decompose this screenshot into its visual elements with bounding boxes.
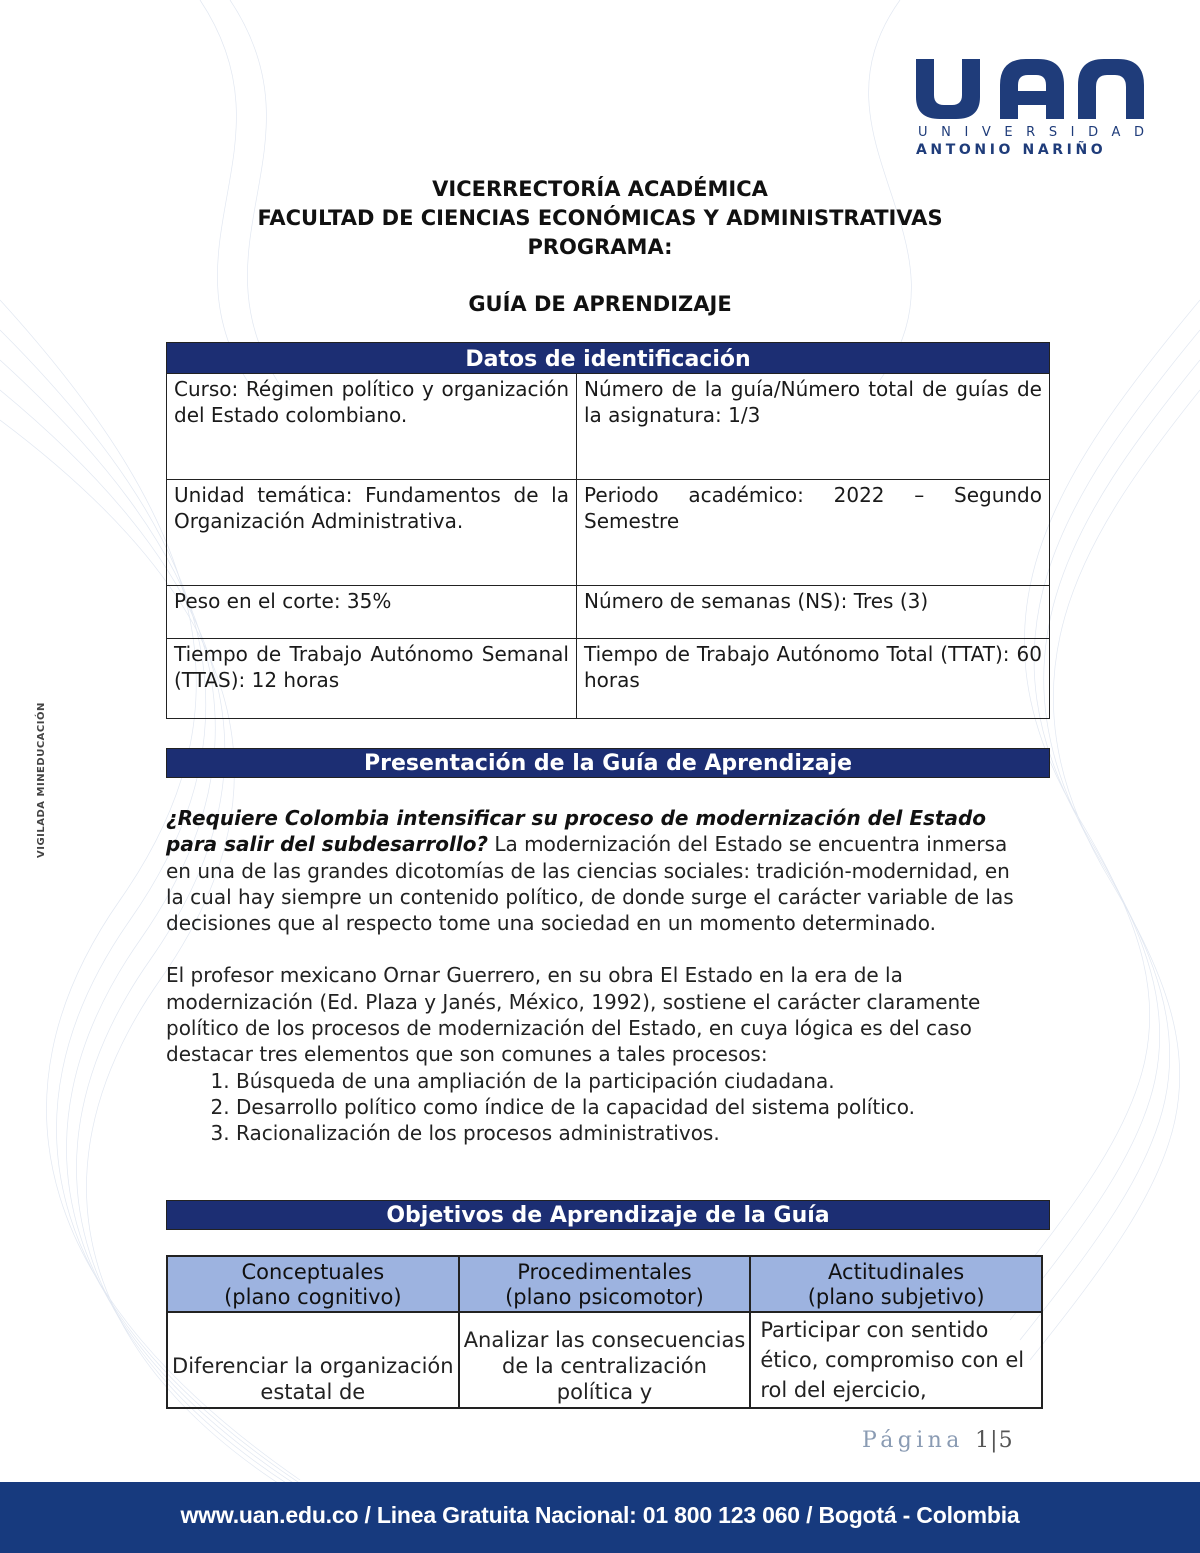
footer-bar — [0, 1482, 1200, 1553]
vigilada-label: VIGILADA MINEDUCACIÓN — [36, 702, 47, 858]
cell-semanas: Número de semanas (NS): Tres (3) — [577, 586, 1050, 639]
objectives-title: Objetivos de Aprendizaje de la Guía — [166, 1200, 1050, 1230]
cell-unidad-tematica: Unidad temática: Fundamentos de la Organización Administrativa. — [167, 480, 577, 586]
header-procedimentales-sub: (plano psicomotor) — [505, 1285, 704, 1309]
page-current: 1 — [975, 1428, 991, 1453]
header-procedimentales-name: Procedimentales — [517, 1260, 692, 1284]
cell-peso: Peso en el corte: 35% — [167, 586, 577, 639]
page-number — [862, 1428, 1014, 1453]
footer-text: www.uan.edu.co / Linea Gratuita Nacional: 01 800 123 060 / Bogotá - Colombia — [180, 1502, 1020, 1528]
identification-title: Datos de identificación — [167, 343, 1050, 374]
page-label: Página — [862, 1428, 964, 1453]
header-actitudinales-name: Actitudinales — [828, 1260, 965, 1284]
presentation-paragraph-1 — [166, 805, 1026, 936]
objectives-table — [166, 1255, 1043, 1409]
heading-vicerrectoria: VICERRECTORÍA ACADÉMICA — [432, 177, 768, 201]
cell-actitudinal: Participar con sentido ético, compromiso con el rol del ejercicio, — [750, 1312, 1042, 1408]
cell-periodo: Periodo académico: 2022 – Segundo Semestre — [577, 480, 1050, 586]
heading-facultad: FACULTAD DE CIENCIAS ECONÓMICAS Y ADMINISTRATIVAS — [257, 206, 943, 230]
heading-programa: PROGRAMA: — [527, 235, 673, 259]
list-item: 1. Búsqueda de una ampliación de la participación ciudadana. — [236, 1068, 1026, 1094]
presentation-body — [166, 805, 1026, 1147]
uan-logo-mark — [912, 55, 1157, 121]
logo-university-text: UNIVERSIDAD — [918, 125, 1158, 140]
presentation-paragraph-1-text: La modernización del Estado se encuentra inmersa en una de las grandes dicotomías de las ciencias sociales: tradición-modernidad, en la cual hay siempre un contenido político, de donde surge el carácter variable de las decisiones que al respecto tome una sociedad en un momento determinado. — [166, 832, 1014, 936]
cell-curso: Curso: Régimen político y organización del Estado colombiano. — [167, 374, 577, 480]
cell-numero-guia: Número de la guía/Número total de guías de la asignatura: 1/3 — [577, 374, 1050, 480]
presentation-question: ¿Requiere Colombia intensificar su proceso de modernización del Estado para salir del subdesarrollo? — [166, 806, 987, 857]
header-conceptuales-name: Conceptuales — [241, 1260, 385, 1284]
cell-ttat: Tiempo de Trabajo Autónomo Total (TTAT): 60 horas — [577, 639, 1050, 719]
uan-logo — [912, 55, 1162, 165]
list-item: 2. Desarrollo político como índice de la capacidad del sistema político. — [236, 1094, 1026, 1120]
page-total: 5 — [998, 1428, 1014, 1453]
page-separator: | — [990, 1428, 999, 1453]
header-conceptuales — [167, 1256, 459, 1312]
presentation-title: Presentación de la Guía de Aprendizaje — [166, 748, 1050, 778]
header-procedimentales — [459, 1256, 751, 1312]
list-item: 3. Racionalización de los procesos administrativos. — [236, 1120, 1026, 1146]
cell-procedimental: Analizar las consecuencias de la centralización política y — [459, 1312, 751, 1408]
presentation-paragraph-2: El profesor mexicano Ornar Guerrero, en su obra El Estado en la era de la modernización (Ed. Plaza y Janés, México, 1992), sostiene el carácter claramente político de los procesos de modernización del Estado, en cuya lógica es del caso destacar tres elementos que son comunes a tales procesos: — [166, 963, 981, 1067]
header-actitudinales-sub: (plano subjetivo) — [807, 1285, 985, 1309]
page-title: GUÍA DE APRENDIZAJE — [468, 292, 732, 316]
presentation-list — [166, 1068, 1026, 1147]
cell-conceptual: Diferenciar la organización estatal de — [167, 1312, 459, 1408]
cell-ttas: Tiempo de Trabajo Autónomo Semanal (TTAS): 12 horas — [167, 639, 577, 719]
header-conceptuales-sub: (plano cognitivo) — [224, 1285, 402, 1309]
identification-table — [166, 342, 1050, 719]
header-actitudinales — [750, 1256, 1042, 1312]
logo-name-text: ANTONIO NARIÑO — [916, 142, 1107, 158]
